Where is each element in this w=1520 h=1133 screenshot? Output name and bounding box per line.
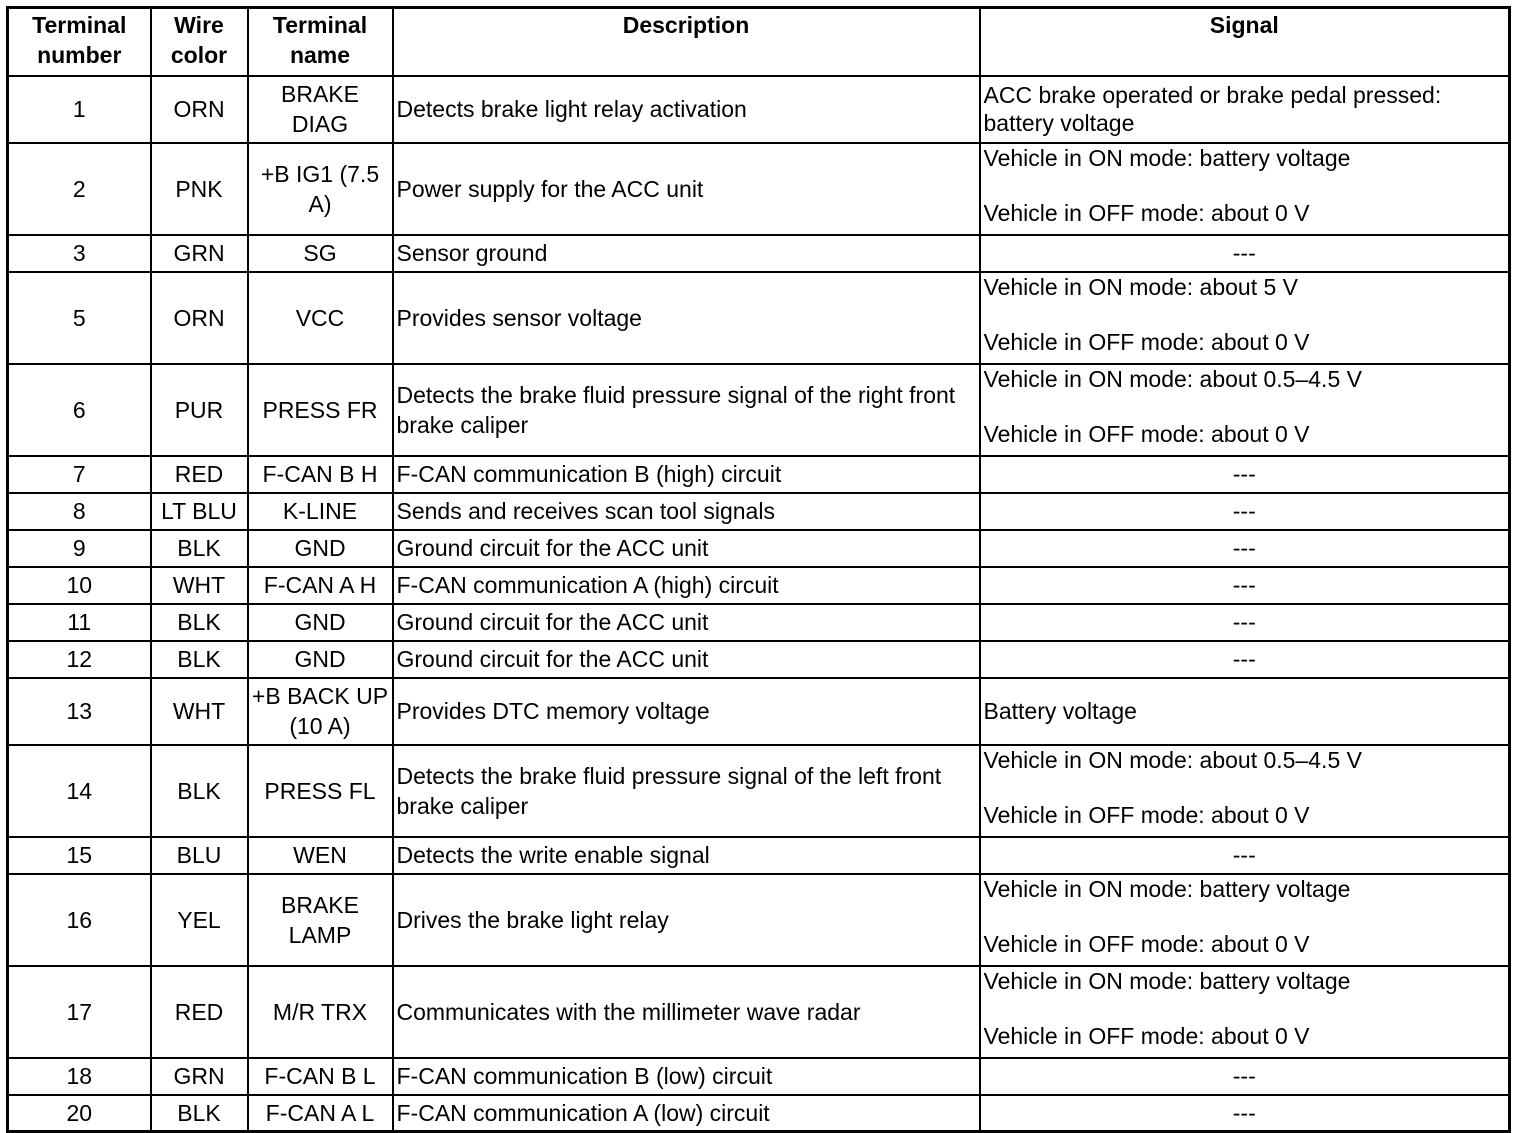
terminal-name-cell: F-CAN A L [248, 1095, 393, 1132]
description-cell: Sensor ground [393, 235, 980, 272]
wire-color-cell: PNK [151, 143, 248, 235]
header-terminal-number: Terminal number [8, 8, 151, 76]
terminal-number-cell: 12 [8, 641, 151, 678]
signal-cell [980, 530, 1510, 567]
terminal-name-cell: F-CAN B L [248, 1058, 393, 1095]
description-cell: F-CAN communication B (high) circuit [393, 456, 980, 493]
signal-cell [980, 143, 1510, 235]
signal-none: --- [1232, 535, 1256, 561]
terminal-name-cell: PRESS FL [248, 745, 393, 837]
terminal-name-cell: GND [248, 530, 393, 567]
wire-color-cell: ORN [151, 272, 248, 364]
signal-cell [980, 493, 1510, 530]
terminal-number-cell: 2 [8, 143, 151, 235]
signal-line: Vehicle in ON mode: battery voltage [983, 144, 1351, 171]
terminal-number-cell: 14 [8, 745, 151, 837]
signal-cell [980, 874, 1510, 966]
terminal-number-cell: 11 [8, 604, 151, 641]
signal-cell [980, 745, 1510, 837]
terminal-number-cell: 16 [8, 874, 151, 966]
terminal-name-cell: M/R TRX [248, 966, 393, 1058]
terminal-name-cell: +B IG1 (7.5 A) [248, 143, 393, 235]
table-row [8, 530, 1510, 567]
table-row [8, 837, 1510, 874]
wire-color-cell: RED [151, 456, 248, 493]
wire-color-cell: LT BLU [151, 493, 248, 530]
table-row [8, 456, 1510, 493]
signal-none: --- [1232, 609, 1256, 635]
table-body [8, 76, 1510, 1132]
signal-none: --- [1232, 1099, 1256, 1126]
description-cell: Detects the brake fluid pressure signal of the right front brake caliper [393, 364, 980, 456]
description-cell: Provides DTC memory voltage [393, 678, 980, 745]
table-row [8, 235, 1510, 272]
signal-line: ACC brake operated or brake pedal pressed: battery voltage [983, 82, 1442, 136]
signal-cell [980, 272, 1510, 364]
signal-line: Battery voltage [983, 698, 1137, 724]
terminal-number-cell: 15 [8, 837, 151, 874]
wire-color-cell: BLK [151, 604, 248, 641]
terminal-number-cell: 17 [8, 966, 151, 1058]
wire-color-cell: BLU [151, 837, 248, 874]
description-cell: F-CAN communication A (low) circuit [393, 1095, 980, 1132]
signal-none: --- [1232, 572, 1256, 598]
description-cell: F-CAN communication A (high) circuit [393, 567, 980, 604]
signal-line: Vehicle in ON mode: about 0.5–4.5 V [983, 365, 1362, 392]
signal-cell [980, 837, 1510, 874]
description-cell: Detects the brake fluid pressure signal of the left front brake caliper [393, 745, 980, 837]
terminal-name-cell: GND [248, 604, 393, 641]
signal-cell [980, 364, 1510, 456]
wire-color-cell: GRN [151, 235, 248, 272]
terminal-number-cell: 3 [8, 235, 151, 272]
terminal-name-cell: SG [248, 235, 393, 272]
header-description: Description [393, 8, 980, 76]
signal-line: Vehicle in OFF mode: about 0 V [983, 328, 1310, 355]
signal-line: Vehicle in ON mode: about 0.5–4.5 V [983, 746, 1362, 773]
header-terminal-name: Terminal name [248, 8, 393, 76]
signal-none: --- [1232, 646, 1256, 672]
terminal-name-cell: F-CAN A H [248, 567, 393, 604]
terminal-table [6, 6, 1511, 1133]
description-cell: Ground circuit for the ACC unit [393, 604, 980, 641]
signal-none: --- [1232, 842, 1256, 868]
terminal-name-cell: BRAKE DIAG [248, 76, 393, 143]
description-cell: Detects brake light relay activation [393, 76, 980, 143]
header-signal: Signal [980, 8, 1510, 76]
wire-color-cell: RED [151, 966, 248, 1058]
table-row [8, 364, 1510, 456]
terminal-number-cell: 6 [8, 364, 151, 456]
signal-spacer [984, 393, 1506, 420]
signal-cell [980, 604, 1510, 641]
wire-color-cell: BLK [151, 641, 248, 678]
signal-cell [980, 1058, 1510, 1095]
table-row [8, 567, 1510, 604]
terminal-name-cell: F-CAN B H [248, 456, 393, 493]
wire-color-cell: BLK [151, 1095, 248, 1132]
signal-spacer [984, 903, 1506, 930]
table-row [8, 143, 1510, 235]
terminal-name-cell: GND [248, 641, 393, 678]
table-row [8, 493, 1510, 530]
terminal-number-cell: 1 [8, 76, 151, 143]
signal-line: Vehicle in ON mode: about 5 V [983, 273, 1299, 300]
table-row [8, 76, 1510, 143]
signal-line: Vehicle in OFF mode: about 0 V [983, 801, 1310, 828]
terminal-number-cell: 8 [8, 493, 151, 530]
signal-line: Vehicle in ON mode: battery voltage [983, 875, 1351, 902]
terminal-number-cell: 9 [8, 530, 151, 567]
header-wire-color: Wire color [151, 8, 248, 76]
signal-spacer [984, 172, 1506, 199]
wire-color-cell: YEL [151, 874, 248, 966]
signal-none: --- [1232, 461, 1256, 487]
table-row [8, 272, 1510, 364]
table-row [8, 678, 1510, 745]
signal-spacer [984, 995, 1506, 1022]
signal-line: Vehicle in OFF mode: about 0 V [983, 1022, 1310, 1049]
signal-none: --- [1232, 1063, 1256, 1089]
table-row [8, 1058, 1510, 1095]
description-cell: Power supply for the ACC unit [393, 143, 980, 235]
signal-line: Vehicle in OFF mode: about 0 V [983, 930, 1310, 957]
signal-cell [980, 966, 1510, 1058]
terminal-number-cell: 20 [8, 1095, 151, 1132]
description-cell: Drives the brake light relay [393, 874, 980, 966]
signal-line: Vehicle in OFF mode: about 0 V [983, 199, 1310, 226]
signal-cell [980, 235, 1510, 272]
table-row [8, 966, 1510, 1058]
table-row [8, 641, 1510, 678]
wire-color-cell: ORN [151, 76, 248, 143]
wire-color-cell: PUR [151, 364, 248, 456]
description-cell: Communicates with the millimeter wave radar [393, 966, 980, 1058]
wire-color-cell: WHT [151, 567, 248, 604]
terminal-name-cell: VCC [248, 272, 393, 364]
signal-line: Vehicle in OFF mode: about 0 V [983, 420, 1310, 447]
signal-cell [980, 641, 1510, 678]
signal-cell [980, 567, 1510, 604]
signal-cell [980, 1095, 1510, 1132]
signal-cell [980, 76, 1510, 143]
description-cell: Sends and receives scan tool signals [393, 493, 980, 530]
description-cell: Ground circuit for the ACC unit [393, 641, 980, 678]
description-cell: Provides sensor voltage [393, 272, 980, 364]
terminal-number-cell: 13 [8, 678, 151, 745]
terminal-name-cell: BRAKE LAMP [248, 874, 393, 966]
signal-spacer [984, 301, 1506, 328]
table-row [8, 745, 1510, 837]
table-row [8, 874, 1510, 966]
description-cell: Ground circuit for the ACC unit [393, 530, 980, 567]
signal-spacer [984, 774, 1506, 801]
terminal-name-cell: PRESS FR [248, 364, 393, 456]
table-row [8, 1095, 1510, 1132]
terminal-name-cell: WEN [248, 837, 393, 874]
terminal-number-cell: 7 [8, 456, 151, 493]
terminal-name-cell: +B BACK UP (10 A) [248, 678, 393, 745]
terminal-number-cell: 10 [8, 567, 151, 604]
table-header [8, 8, 1510, 76]
terminal-number-cell: 5 [8, 272, 151, 364]
description-cell: Detects the write enable signal [393, 837, 980, 874]
description-cell: F-CAN communication B (low) circuit [393, 1058, 980, 1095]
wire-color-cell: GRN [151, 1058, 248, 1095]
header-row [8, 8, 1510, 76]
signal-cell [980, 678, 1510, 745]
terminal-name-cell: K-LINE [248, 493, 393, 530]
terminal-number-cell: 18 [8, 1058, 151, 1095]
signal-none: --- [1232, 498, 1256, 524]
signal-cell [980, 456, 1510, 493]
signal-none: --- [1232, 240, 1256, 266]
wire-color-cell: BLK [151, 745, 248, 837]
table-row [8, 604, 1510, 641]
wire-color-cell: BLK [151, 530, 248, 567]
wire-color-cell: WHT [151, 678, 248, 745]
signal-line: Vehicle in ON mode: battery voltage [983, 967, 1351, 994]
